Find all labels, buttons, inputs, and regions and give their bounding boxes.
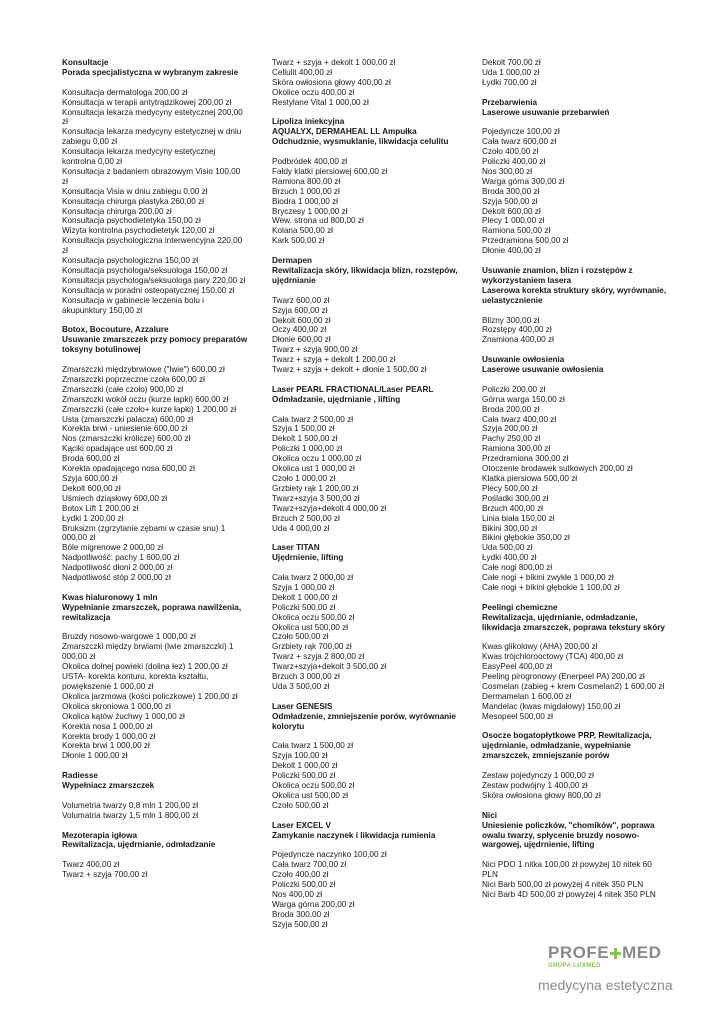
price-item: Ramiona 800,00 zł — [272, 176, 341, 186]
section-title-line: Laser TITAN — [272, 543, 320, 553]
price-item: Zmarszczki (całe czoło+ kurze łapki) 1 200,00 zł — [62, 404, 237, 414]
section-title-line: Kwas hialuronowy 1 mln — [62, 592, 158, 602]
section-title-line: Laser PEARL FRACTIONAL/Laser PEARL — [272, 384, 434, 394]
price-item: Czoło 400,00 zł — [482, 147, 539, 157]
price-item: Bikini głębokie 350,00 zł — [482, 533, 570, 543]
price-item: Nici PDO 1 nitka 100,00 zł powyżej 10 nitek 60 PLN — [482, 860, 652, 880]
price-item: Konsultacja w poradni osteopatycznej 150,00 zł — [62, 285, 235, 295]
price-item: Kwas glikolowy (AHA) 200,00 zł — [482, 642, 598, 652]
section-spacer — [482, 632, 668, 642]
price-item: Zmarszczki wokół oczu (kurze łapki) 600,00 zł — [62, 394, 229, 404]
section-title-line: Laserowe usuwanie owłosienia — [482, 365, 604, 375]
price-item: Kąciki opadające ust 600,00 zł — [62, 444, 173, 454]
price-item: Konsultacja w terapii antytrądzikowej 200,00 zł — [62, 97, 232, 107]
section-title-line: Przebarwienia — [482, 97, 538, 107]
price-item: Twarz + szyja + dekolt 1 000,00 zł — [272, 58, 396, 67]
section-title-line: Usuwanie znamion, blizn i rozstępów z wykorzystaniem lasera — [482, 265, 633, 285]
price-item: Łydki 700,00 zł — [482, 77, 537, 87]
price-item: Korekta nosa 1 000,00 zł — [62, 721, 153, 731]
price-item: Uda 500,00 zł — [482, 543, 533, 553]
price-item: Dekolt 700,00 zł — [482, 58, 541, 67]
price-item: Rozstępy 400,00 zł — [482, 325, 552, 335]
section-title — [482, 98, 668, 118]
price-item: Znamiona 400,00 zł — [482, 335, 554, 345]
price-item: Czoło 500,00 zł — [272, 800, 329, 810]
price-item: Nici Barb 4D 500,00 zł powyżej 4 nitek 350 PLN — [482, 889, 656, 899]
section-title-line: Osocze bogatopłytkowe PRP, Rewitalizacja, ujędrnianie, odmładzanie, wypełnianie zmarszczek, zmniejszanie porów — [482, 731, 652, 761]
price-section — [62, 58, 248, 316]
price-item: Konsultacja chirurga 200,00 zł — [62, 206, 172, 216]
price-item: Pojedyncze 100,00 zł — [482, 127, 560, 137]
price-item: Szyja 200,00 zł — [482, 424, 538, 434]
price-item: Twarz+szyja+dekolt 3 500,00 zł — [272, 662, 387, 672]
price-item: Bruksizm (zgrzytanie zębami w czasie snu) 1 000,00 zł — [62, 523, 226, 543]
section-title — [62, 58, 248, 78]
price-item: Konsultacja lekarza medycyny estetycznej kontrolna 0,00 zł — [62, 147, 216, 167]
price-item: Szyja 1 500,00 zł — [272, 424, 335, 434]
price-item: Okolica skroniowa 1 000,00 zł — [62, 701, 171, 711]
price-item: Konsultacja psychologiczna interwencyjna 220,00 zł — [62, 236, 243, 256]
price-item: Zmarszczki poprzeczne czoła 600,00 zł — [62, 374, 205, 384]
section-title-line: Radiesse — [62, 771, 98, 781]
section-title-line: Rewitalizacja, ujędrnianie, odmładzanie — [62, 840, 216, 850]
medical-cross-icon — [610, 948, 621, 959]
price-item: Cała twarz 700,00 zł — [272, 860, 347, 870]
price-item: Cała twarz 2 000,00 zł — [272, 573, 354, 582]
price-item: Korekta brody 1 000,00 zł — [62, 731, 156, 741]
price-item: Dłonie 400,00 zł — [482, 246, 541, 256]
section-title-line: Dermapen — [272, 256, 313, 266]
price-item: Czoło 1 000,00 zł — [272, 473, 336, 483]
price-column-2 — [272, 58, 460, 939]
section-title-line: Rewitalizacja, ujędrnianie, odmładzanie, likwidacja zmarszczek, poprawa tekstury skóry — [482, 612, 665, 632]
section-title — [272, 385, 460, 405]
price-item: Szyja 500,00 zł — [272, 919, 328, 929]
price-item: Nadpotliwość dłoni 2 000,00 zł — [62, 563, 173, 573]
price-item: Zmarszczki międzybrwiowe ("lwie") 600,00 zł — [62, 365, 225, 375]
price-item: Linia biała 150,00 zł — [482, 513, 555, 523]
logo-tagline: medycyna estetyczna — [538, 977, 673, 993]
section-spacer — [482, 761, 668, 771]
price-item: Biodra 1 000,00 zł — [272, 196, 338, 206]
price-item: Skóra owłosiona głowy 400,00 zł — [272, 77, 391, 87]
section-title-line: Wypełniacz zmarszczek — [62, 781, 155, 791]
price-item: Kolana 500,00 zł — [272, 226, 333, 236]
price-item: Warga górna 300,00 zł — [482, 176, 565, 186]
price-item: Otoczenie brodawek sutkowych 200,00 zł — [482, 464, 633, 474]
price-section — [272, 256, 460, 375]
price-section — [272, 543, 460, 692]
section-title-line: Laser GENESIS — [272, 701, 333, 711]
price-item: Pachy 250,00 zł — [482, 434, 541, 444]
price-item: Dekolt 600,00 zł — [482, 206, 541, 216]
logo-wordmark — [548, 944, 688, 962]
price-section — [482, 811, 668, 900]
price-section — [482, 98, 668, 256]
price-section — [482, 355, 668, 593]
price-item: Czoło 400,00 zł — [272, 870, 329, 880]
price-item: Ramiona 300,00 zł — [482, 444, 551, 454]
price-item: Przedramiona 300,00 zł — [482, 454, 569, 464]
price-section — [482, 731, 668, 800]
section-spacer — [272, 563, 460, 573]
section-title-line: Laserowa korekta struktury skóry, wyrównanie, uelastycznienie — [482, 285, 667, 305]
price-item: Grzbiety rąk 1 200,00 zł — [272, 483, 359, 493]
section-title-line: Usuwanie owłosienia — [482, 355, 565, 365]
price-item: Uda 4 000,00 zł — [272, 523, 330, 533]
section-title-line: Laserowe usuwanie przebarwień — [482, 107, 610, 117]
price-item: Okolica oczu 1 000,00 zł — [272, 454, 362, 464]
price-item: Twarz + szyja + dekolt 1 200,00 zł — [272, 355, 396, 365]
section-title-line: Wypełnianie zmarszczek, poprawa nawilżenia, rewitalizacja — [62, 602, 242, 622]
price-item: Twarz + szyja + dekolt + dłonie 1 500,00 zł — [272, 365, 427, 375]
price-item: Policzki 400,00 zł — [482, 157, 546, 167]
section-title-line: Rewitalizacja skóry, likwidacja blizn, rozstępów, ujędrnianie — [272, 265, 458, 285]
price-item: Broda 600,00 zł — [62, 454, 120, 464]
price-item: Szyja 500,00 zł — [482, 196, 538, 206]
price-column-1 — [62, 58, 248, 890]
section-title — [482, 603, 668, 633]
price-section — [272, 117, 460, 246]
price-item: Nos 300,00 zł — [482, 166, 533, 176]
price-item: Blizny 300,00 zł — [482, 315, 540, 325]
price-item: Nos 400,00 zł — [272, 889, 323, 899]
section-title-line: Uniesienie policzków, "chomików", poprawa owalu twarzy, spłycenie bruzdy nosowo-wargowej, ujędrnienie, lifting — [482, 820, 655, 850]
price-item: Zestaw podwójny 1 400,00 zł — [482, 781, 588, 790]
price-item: Twarz+szyja+dekolt 4 000,00 zł — [272, 503, 387, 513]
price-item: Volumatria twarzy 1,5 mln 1 800,00 zł — [62, 810, 199, 820]
section-spacer — [272, 286, 460, 296]
section-spacer — [272, 147, 460, 157]
price-item: Bruzdy nosowo-wargowe 1 000,00 zł — [62, 632, 196, 642]
section-title — [482, 731, 668, 761]
price-item: Brzuch 400,00 zł — [482, 503, 543, 513]
price-item: Górna warga 150,00 zł — [482, 394, 565, 404]
price-item: Przedramiona 500,00 zł — [482, 236, 569, 246]
price-item: Zmarszczki między brwiami (lwie zmarszczki) 1 000,00 zł — [62, 642, 234, 662]
price-item: Okolica oczu 500,00 zł — [272, 781, 355, 790]
price-item: Konsultacja w gabinecie leczenia bolu i akupunktury 150,00 zł — [62, 295, 205, 315]
price-item: Twarz + szyja 900,00 zł — [272, 345, 358, 355]
price-item: Twarz + szyja 2 800,00 zł — [272, 652, 365, 662]
price-item: Policzki 500,00 zł — [272, 880, 336, 890]
price-item: Dekolt 600,00 zł — [62, 483, 121, 493]
section-title-line: Peelingi chemiczne — [482, 602, 558, 612]
price-item: Dekolt 1 000,00 zł — [272, 592, 338, 602]
price-item: Czoło 500,00 zł — [272, 632, 329, 642]
price-item: Plecy 1 000,00 zł — [482, 216, 545, 226]
price-item: Twarz 400,00 zł — [62, 860, 120, 870]
section-spacer — [62, 355, 248, 365]
price-item: Mandelac (kwas migdałowy) 150,00 zł — [482, 701, 621, 711]
price-item: Nici Barb 500,00 zł powyżej 4 nitek 350 PLN — [482, 880, 644, 890]
section-title-line: AQUALYX, DERMAHEAL LL Ampułka — [272, 127, 417, 137]
price-section — [62, 831, 248, 881]
price-item: Pośladki 300,00 zł — [482, 493, 549, 503]
price-item: Cosmelan (zabieg + krem Cosmelan2) 1 600,00 zł — [482, 681, 665, 691]
price-section — [482, 266, 668, 345]
price-item: Broda 300,00 zł — [482, 186, 540, 196]
logo-name-right: MED — [622, 943, 662, 962]
section-spacer — [482, 306, 668, 316]
price-item: Okolica dolnej powieki (dolina łez) 1 200,00 zł — [62, 662, 228, 672]
price-item: Dłonie 600,00 zł — [272, 335, 331, 345]
price-section — [272, 385, 460, 534]
price-item: USTA- korekta konturu, korekta kształtu, powiększenie 1 000,00 zł — [62, 672, 209, 692]
price-item: Okolica kątów żuchwy 1 000,00 zł — [62, 711, 185, 721]
price-item: Dekolt 600,00 zł — [272, 315, 331, 325]
price-item: Konsultacja lekarza medycyny estetycznej 200,00 zł — [62, 107, 243, 127]
price-item: Szyja 100,00 zł — [272, 751, 328, 761]
price-item: Brzuch 2 500,00 zł — [272, 513, 340, 523]
price-item: Usta (zmarszczki palacza) 600,00 zł — [62, 414, 194, 424]
section-title-line: Mezoterapia igłowa — [62, 830, 138, 840]
section-title-line: Nici — [482, 810, 498, 820]
price-item: Konsultacja psychologa/seksuologa 150,00 zł — [62, 266, 228, 276]
price-item: Ramiona 500,00 zł — [482, 226, 551, 236]
price-item: Konsultacja Visia w dniu zabiegu 0,00 zł — [62, 186, 208, 196]
price-item: Dermamelan 1 600,00 zł — [482, 691, 572, 701]
section-spacer — [482, 850, 668, 860]
price-item: Kwas trójchlorooctowy (TCA) 400,00 zł — [482, 652, 624, 662]
section-title — [62, 771, 248, 791]
price-item: Policzki 200,00 zł — [482, 384, 546, 394]
price-item: EasyPeel 400,00 zł — [482, 662, 553, 672]
price-item: Restylane Vital 1 000,00 zł — [272, 97, 369, 107]
price-item: Fałdy klatki piersiowej 600,00 zł — [272, 166, 388, 176]
section-spacer — [62, 791, 248, 801]
section-spacer — [482, 375, 668, 385]
price-item: Twarz 600,00 zł — [272, 295, 330, 305]
section-title — [482, 811, 668, 851]
section-title — [272, 821, 460, 841]
price-item: Broda 200,00 zł — [482, 404, 540, 414]
price-item: Policzki 500,00 zł — [272, 602, 336, 612]
price-item: Korekta brwi - uniesienie 600,00 zł — [62, 424, 188, 434]
section-title — [272, 543, 460, 563]
price-item: Warga górna 200,00 zł — [272, 899, 355, 909]
price-item: Uda 3 500,00 zł — [272, 681, 330, 691]
section-title — [62, 593, 248, 623]
price-item: Łydki 1 200,00 zł — [62, 513, 124, 523]
price-item: Cała twarz 1 500,00 zł — [272, 741, 354, 751]
section-title-line: Porada specjalistyczna w wybranym zakresie — [62, 67, 239, 77]
price-item: Bryczesy 1 000,00 zł — [272, 206, 348, 216]
section-spacer — [272, 731, 460, 741]
price-section — [482, 603, 668, 722]
price-item: Klatka piersiowa 500,00 zł — [482, 473, 578, 483]
price-section — [272, 58, 460, 108]
price-item: Korekta brwi 1 000,00 zł — [62, 741, 150, 751]
price-item: Oczy 400,00 zł — [272, 325, 327, 335]
price-item: Całe nogi 800,00 zł — [482, 563, 553, 573]
price-item: Volumetria twarzy 0,8 mln 1 200,00 zł — [62, 800, 199, 810]
price-item: Peeling pirogronowy (Enerpeel PA) 200,00 zł — [482, 672, 645, 682]
price-item: Cellulit 400,00 zł — [272, 67, 333, 77]
price-item: Wizyta kontrolna psychodietetyk 120,00 zł — [62, 226, 215, 236]
section-title-line: Odmładzenie, zmniejszenie porów, wyrównanie kolorytu — [272, 711, 456, 731]
section-spacer — [272, 405, 460, 415]
price-item: Konsultacja lekarza medycyny estetycznej w dniu zabiegu 0,00 zł — [62, 127, 242, 147]
section-title-line: Odmładzanie, ujędrnianie , lifting — [272, 394, 401, 404]
price-item: Całe nogi + bikini zwykłe 1 000,00 zł — [482, 573, 614, 583]
price-item: Łydki 400,00 zł — [482, 553, 537, 563]
price-item: Mesopeel 500,00 zł — [482, 711, 554, 721]
section-title — [272, 702, 460, 732]
price-item: Konsultacja psychodietetyka 150,00 zł — [62, 216, 201, 226]
price-item: Nadpotliwość stóp 2 000,00 zł — [62, 573, 171, 583]
price-item: Brzuch 3 000,00 zł — [272, 672, 340, 682]
price-item: Skóra owłosiona głowy 800,00 zł — [482, 790, 601, 800]
section-spacer — [62, 623, 248, 633]
price-item: Konsultacja chirurga plastyka 260,00 zł — [62, 196, 204, 206]
section-title — [62, 831, 248, 851]
price-item: Bóle migrenowe 2 000,00 zł — [62, 543, 164, 553]
price-item: Uda 1 000,00 zł — [482, 67, 540, 77]
price-section — [62, 771, 248, 821]
price-item: Cała twarz 600,00 zł — [482, 137, 557, 147]
price-item: Dłonie 1 000,00 zł — [62, 751, 128, 761]
price-item: Uśmiech dziąsłowy 600,00 zł — [62, 493, 168, 503]
price-item: Twarz+szyja 3 500,00 zł — [272, 493, 360, 503]
section-title-line: Botox, Bocouture, Azzalure — [62, 325, 169, 335]
price-item: Nadpotliwość: pachy 1 600,00 zł — [62, 553, 180, 563]
section-spacer — [62, 78, 248, 88]
price-section — [62, 325, 248, 583]
price-item: Okolica oczu 500,00 zł — [272, 612, 355, 622]
price-item: Całe nogi + bikini głębokie 1 100,00 zł — [482, 582, 620, 592]
price-column-3 — [482, 58, 668, 910]
price-item: Okolica ust 500,00 zł — [272, 622, 349, 632]
section-title — [482, 355, 668, 375]
price-item: Zestaw pojedynczy 1 000,00 zł — [482, 771, 594, 781]
price-item: Nos (zmarszczki królicze) 600,00 zł — [62, 434, 191, 444]
price-item: Brzuch 1 000,00 zł — [272, 186, 340, 196]
price-item: Policzki 500,00 zł — [272, 771, 336, 781]
section-title-line: Ujędrnienie, lifting — [272, 553, 344, 563]
price-item: Korekta opadającego nosa 600,00 zł — [62, 464, 195, 474]
price-item: Okolica jarzmowa (kości policzkowe) 1 200,00 zł — [62, 691, 238, 701]
price-item: Wew. strona ud 800,00 zł — [272, 216, 364, 226]
price-item: Podbródek 400,00 zł — [272, 157, 348, 167]
price-item: Konsultacja psychologiczna 150,00 zł — [62, 256, 199, 266]
price-item: Konsultacja psychologa/seksuologa pary 220,00 zł — [62, 275, 246, 285]
price-item: Dekolt 1 500,00 zł — [272, 434, 338, 444]
price-item: Szyja 600,00 zł — [62, 474, 118, 484]
price-item: Policzki 1 000,00 zł — [272, 444, 343, 454]
section-spacer — [482, 117, 668, 127]
section-title-line: Usuwanie zmarszczek przy pomocy preparatów toksyny botulinowej — [62, 335, 248, 355]
price-item: Twarz + szyja 700,00 zł — [62, 870, 148, 880]
logo-name-left: PROFE — [548, 943, 610, 962]
logo-group-label: GRUPA LUXMED — [548, 963, 601, 969]
section-spacer — [272, 840, 460, 850]
section-title-line: Zamykanie naczynek i likwidacja rumienia — [272, 830, 436, 840]
price-section — [272, 702, 460, 811]
price-item: Bikini 300,00 zł — [482, 523, 538, 533]
price-item: Cała twarz 2 500,00 zł — [272, 414, 354, 424]
price-item: Broda 300,00 zł — [272, 909, 330, 919]
section-title-line: Odchudznie, wysmuklanie, likwidacja celulitu — [272, 137, 449, 147]
section-title — [272, 117, 460, 147]
price-item: Grzbiety rąk 700,00 zł — [272, 642, 352, 652]
price-item: Kark 500,00 zł — [272, 236, 325, 246]
price-item: Konsultacja z badaniem obrazowym Visio 100,00 zł — [62, 166, 241, 186]
section-spacer — [62, 850, 248, 860]
price-section — [482, 58, 668, 88]
price-item: Botox Lift 1 200,00 zł — [62, 503, 139, 513]
price-item: Dekolt 1 000,00 zł — [272, 761, 338, 771]
price-item: Szyja 1 000,00 zł — [272, 582, 335, 592]
section-title — [62, 325, 248, 355]
profemed-logo — [538, 944, 688, 994]
section-title-line: Laser EXCEL V — [272, 820, 332, 830]
price-item: Cała twarz 400,00 zł — [482, 414, 557, 424]
price-item: Konsultacja dermatologa 200,00 zł — [62, 87, 188, 97]
price-item: Okolica ust 1 000,00 zł — [272, 464, 355, 474]
section-title — [272, 256, 460, 286]
price-item: Okolice oczu 400,00 zł — [272, 87, 355, 97]
price-item: Plecy 500,00 zł — [482, 483, 538, 493]
price-section — [62, 593, 248, 761]
section-title-line: Konsultacje — [62, 58, 109, 67]
price-item: Pojedyncze naczynko 100,00 zł — [272, 850, 387, 860]
section-title — [482, 266, 668, 306]
price-section — [272, 821, 460, 930]
price-item: Okolica ust 500,00 zł — [272, 790, 349, 800]
section-title-line: Lipoliza iniekcyjna — [272, 117, 345, 127]
price-item: Zmarszczki (całe czoło) 900,00 zł — [62, 384, 184, 394]
price-item: Szyja 600,00 zł — [272, 305, 328, 315]
